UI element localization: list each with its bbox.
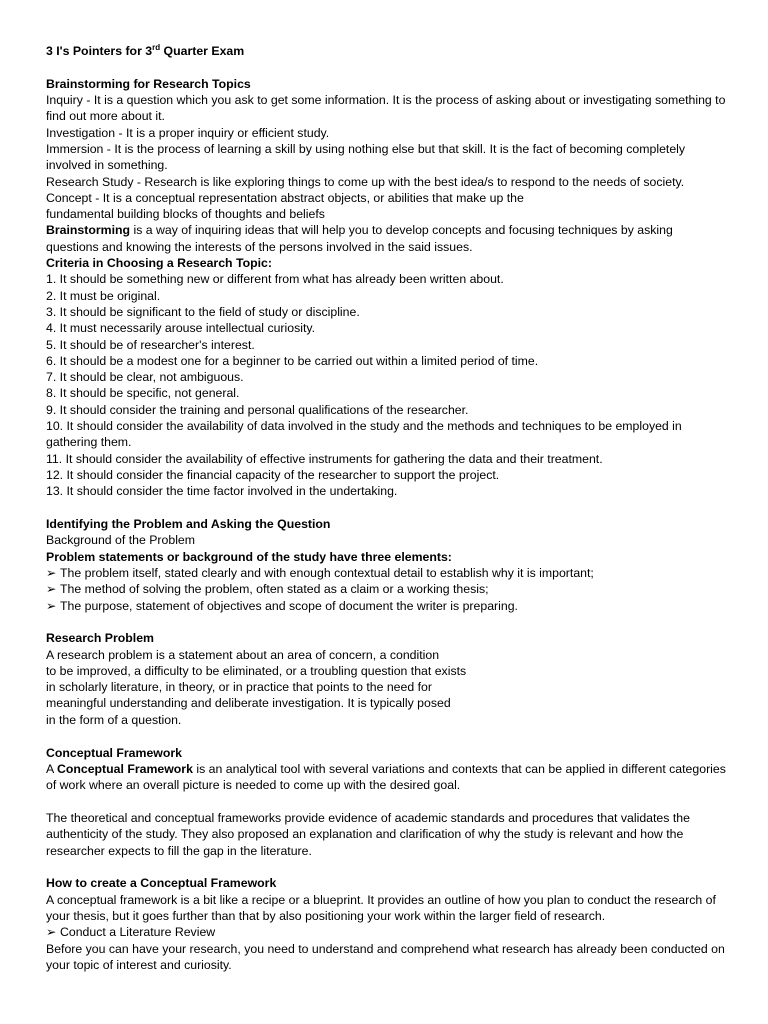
conceptual-framework-section: [46, 745, 728, 859]
brainstorming-text: is a way of inquiring ideas that will help you to develop concepts and focusing techniques by asking questions and knowing the interests of the persons involved in the said issues.: [46, 223, 673, 254]
criteria-item: 4. It must necessarily arouse intellectual curiosity.: [46, 321, 316, 336]
research-problem-heading: Research Problem: [46, 631, 154, 646]
background-subheading: Background of the Problem: [46, 533, 196, 548]
arrow-bullet-icon: ➢: [46, 565, 57, 580]
identifying-section: [46, 516, 728, 614]
spacer: [46, 859, 728, 876]
brainstorming-heading: Brainstorming for Research Topics: [46, 76, 251, 91]
criteria-item: 2. It must be original.: [46, 288, 161, 303]
step-text: Conduct a Literature Review: [60, 925, 216, 940]
spacer: [46, 793, 728, 810]
element-item: [46, 598, 728, 614]
elements-heading: Problem statements or background of the study have three elements:: [46, 549, 452, 564]
definition-concept-line1: Concept - It is a conceptual representation abstract objects, or abilities that make up the: [46, 190, 524, 205]
element-text: The method of solving the problem, often stated as a claim or a working thesis;: [60, 582, 489, 597]
conceptual-framework-heading: Conceptual Framework: [46, 745, 182, 760]
definition-concept-line2: fundamental building blocks of thoughts and beliefs: [46, 207, 325, 222]
research-problem-line: A research problem is a statement about an area of concern, a condition: [46, 647, 440, 662]
brainstorming-section: [46, 76, 728, 255]
criteria-item: 13. It should consider the time factor involved in the undertaking.: [46, 484, 398, 499]
criteria-section: [46, 255, 728, 499]
definition-immersion: Immersion - It is the process of learning a skill by using nothing else but that skill. It is the fact of becoming completely involved in something.: [46, 141, 686, 173]
definition-investigation: Investigation - It is a proper inquiry or efficient study.: [46, 125, 330, 140]
arrow-bullet-icon: ➢: [46, 598, 57, 613]
criteria-item: 8. It should be specific, not general.: [46, 386, 240, 401]
literature-review-paragraph: Before you can have your research, you need to understand and comprehend what research has already been conducted on your topic of interest and curiosity.: [46, 941, 725, 972]
document-title: [46, 43, 728, 59]
criteria-item: 9. It should consider the training and personal qualifications of the researcher.: [46, 402, 469, 417]
arrow-bullet-icon: ➢: [46, 582, 57, 597]
title-text-end: Quarter Exam: [160, 44, 245, 58]
research-problem-line: to be improved, a difficulty to be eliminated, or a troubling question that exists: [46, 663, 467, 678]
element-item: [46, 565, 728, 581]
element-item: [46, 581, 728, 597]
criteria-item: 10. It should consider the availability of data involved in the study and the methods and techniques to be employed in gathering them.: [46, 419, 682, 450]
spacer: [46, 59, 728, 76]
research-problem-line: in the form of a question.: [46, 712, 182, 727]
spacer: [46, 614, 728, 631]
criteria-item: 7. It should be clear, not ambiguous.: [46, 370, 244, 385]
title-text: 3 I's Pointers for 3: [46, 44, 153, 58]
conceptual-framework-paragraph: [46, 761, 728, 794]
paragraph-text: A: [46, 761, 57, 776]
criteria-item: 3. It should be significant to the field of study or discipline.: [46, 304, 360, 319]
how-to-paragraph: A conceptual framework is a bit like a recipe or a blueprint. It provides an outline of how you plan to conduct the research of your thesis, but it goes further than that by also positioning your work within the larger field of research.: [46, 892, 716, 923]
criteria-heading: Criteria in Choosing a Research Topic:: [46, 256, 272, 271]
research-problem-line: meaningful understanding and deliberate investigation. It is typically posed: [46, 696, 451, 711]
definition-brainstorming: [46, 222, 728, 255]
how-to-section: [46, 875, 728, 973]
research-problem-section: [46, 630, 728, 728]
research-problem-line: in scholarly literature, in theory, or in practice that points to the need for: [46, 680, 432, 695]
arrow-bullet-icon: ➢: [46, 925, 57, 940]
step-item: [46, 924, 728, 940]
conceptual-framework-term: Conceptual Framework: [56, 761, 193, 776]
definition-research-study: Research Study - Research is like exploring things to come up with the best idea/s to respond to the needs of society.: [46, 174, 685, 189]
criteria-item: 5. It should be of researcher's interest.: [46, 337, 255, 352]
title-superscript: rd: [152, 42, 161, 52]
brainstorming-term: Brainstorming: [46, 223, 131, 238]
criteria-item: 1. It should be something new or different from what has already been written about.: [46, 272, 504, 287]
definition-inquiry: Inquiry - It is a question which you ask to get some information. It is the process of asking about or investigating something to find out more about it.: [46, 93, 726, 124]
spacer: [46, 728, 728, 745]
frameworks-paragraph: The theoretical and conceptual frameworks provide evidence of academic standards and procedures that validates the authenticity of the study. They also proposed an explanation and clarification of why the study is relevant and how the researcher expects to fill the gap in the literature.: [46, 810, 690, 858]
how-to-heading: How to create a Conceptual Framework: [46, 876, 277, 891]
spacer: [46, 500, 728, 517]
identifying-heading: Identifying the Problem and Asking the Question: [46, 517, 331, 532]
criteria-item: 11. It should consider the availability of effective instruments for gathering the data and their treatment.: [46, 451, 603, 466]
criteria-item: 6. It should be a modest one for a beginner to be carried out within a limited period of time.: [46, 353, 539, 368]
paragraph-text: is an analytical tool with several variations and contexts that can be applied in different categories of work where an overall picture is needed to come up with the desired goal.: [46, 761, 726, 793]
element-text: The problem itself, stated clearly and with enough contextual detail to establish why it is important;: [60, 565, 594, 580]
element-text: The purpose, statement of objectives and scope of document the writer is preparing.: [60, 598, 518, 613]
criteria-item: 12. It should consider the financial capacity of the researcher to support the project.: [46, 467, 500, 482]
